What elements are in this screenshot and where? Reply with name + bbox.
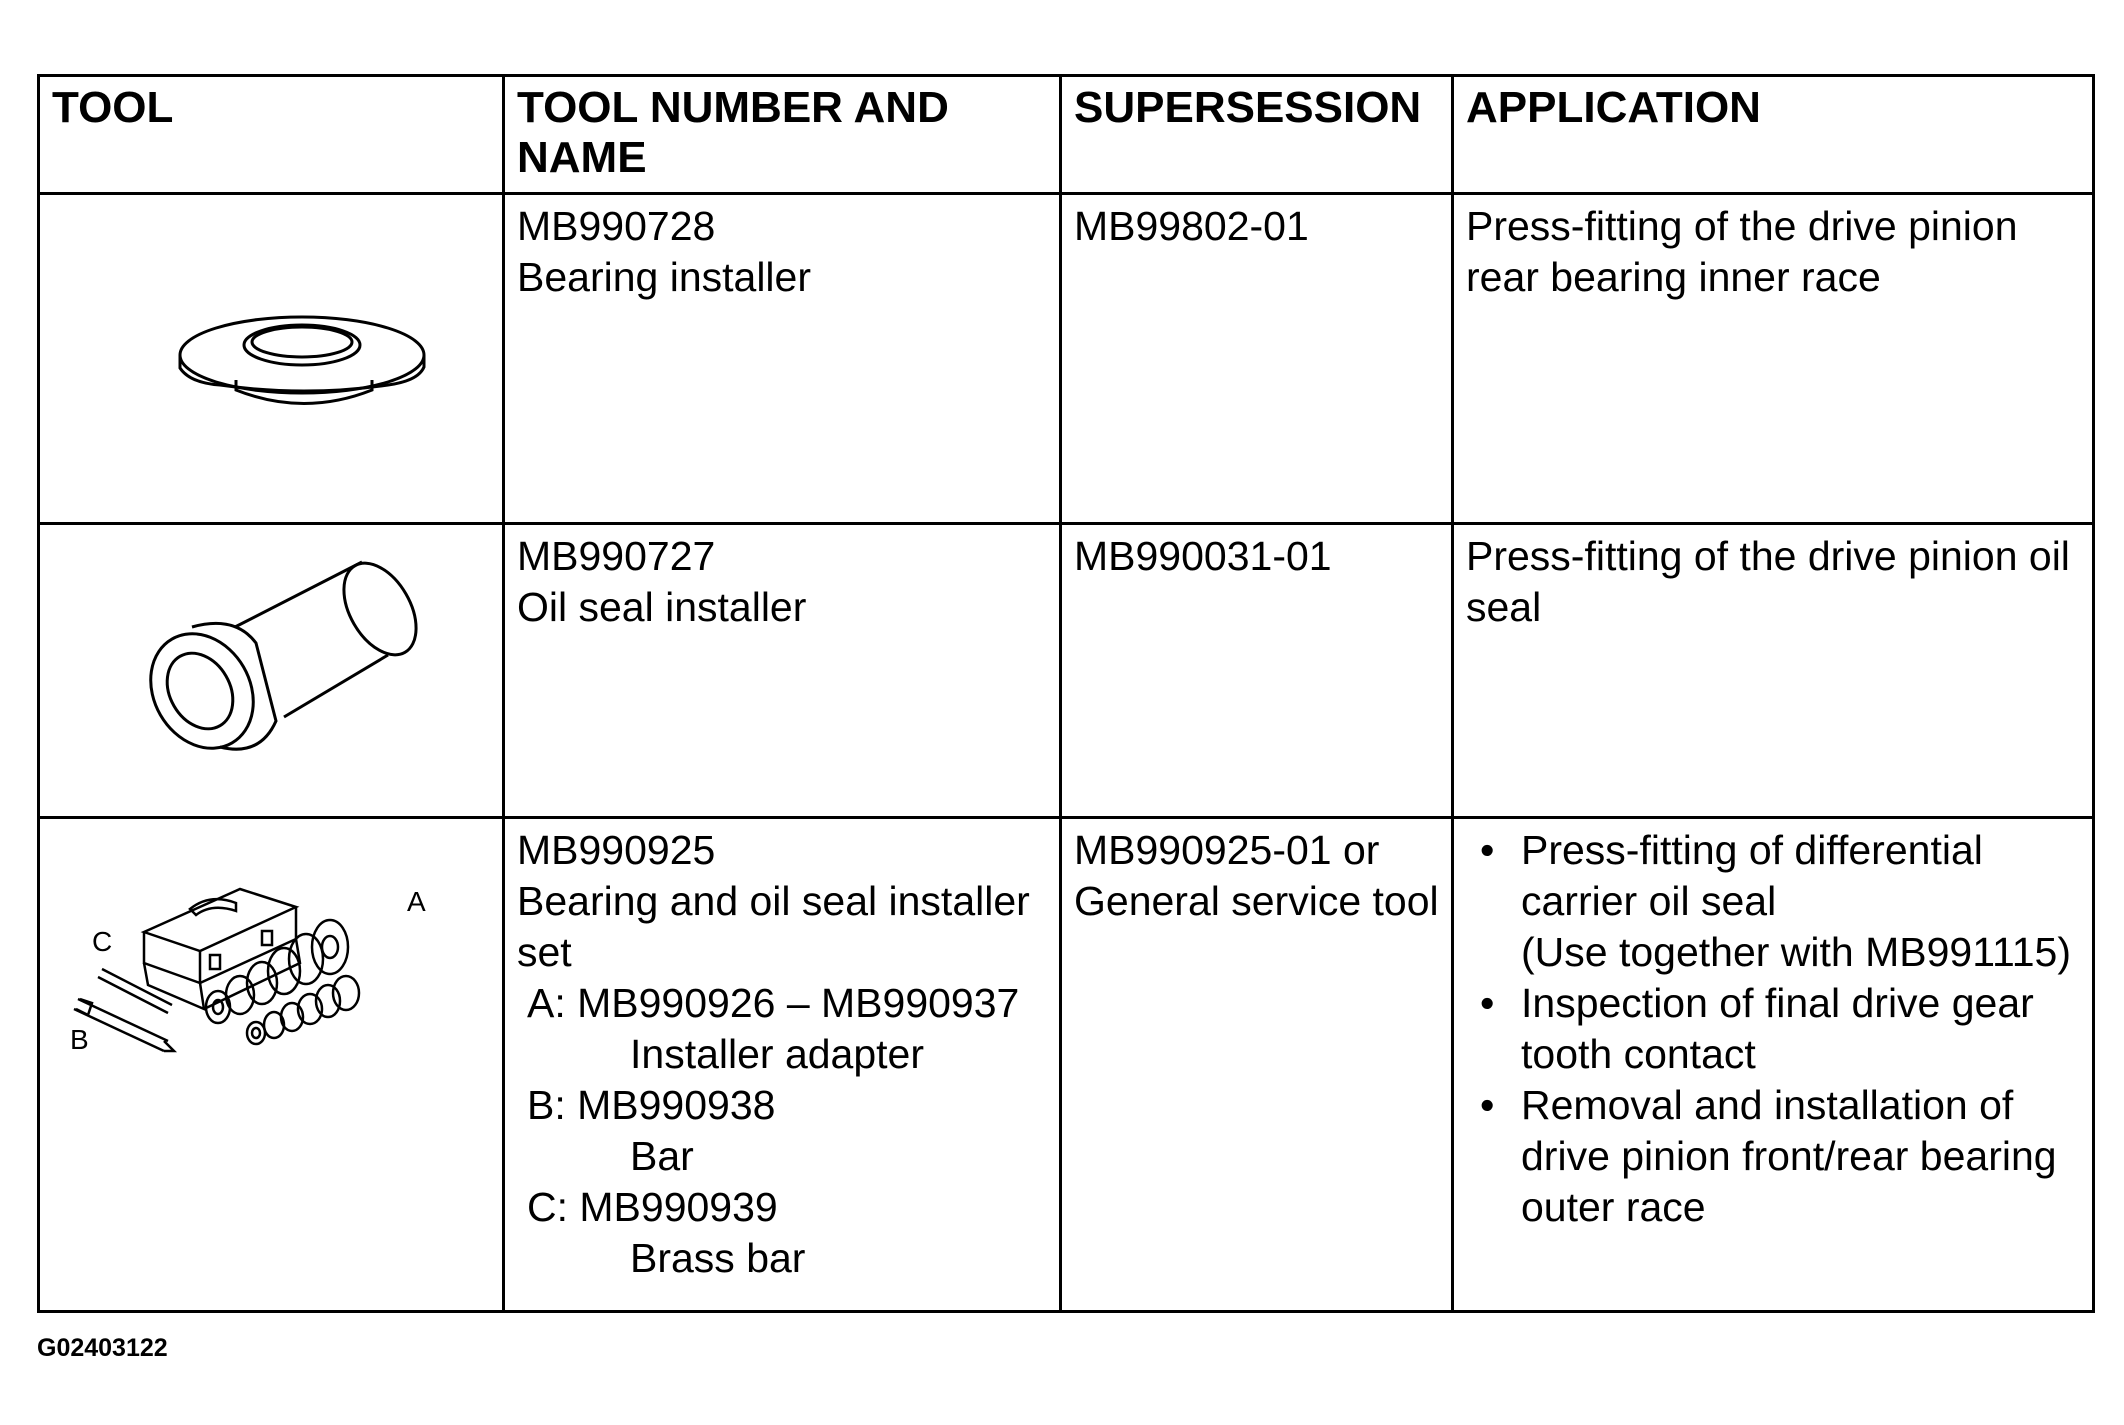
table-row <box>39 524 2094 818</box>
tool-number: MB990727 <box>517 533 716 579</box>
oil-seal-installer-drawing <box>40 525 502 816</box>
figure-reference-id: G02403122 <box>37 1334 168 1362</box>
header-row <box>39 76 2094 194</box>
bearing-installer-drawing <box>40 195 502 522</box>
bullet-icon: • <box>1480 827 1495 873</box>
table-row <box>39 818 2094 1312</box>
list-item <box>1466 978 2082 1080</box>
special-tools-table <box>37 74 2095 1313</box>
header-tool: TOOL <box>39 76 504 194</box>
sub-item-c-name: Brass bar <box>630 1235 806 1281</box>
sub-item-b-number: B: MB990938 <box>527 1082 776 1128</box>
table-row <box>39 194 2094 524</box>
tool-number-name-cell <box>504 524 1061 818</box>
tool-figure-cell <box>39 524 504 818</box>
tool-name: Oil seal installer <box>517 584 807 630</box>
tool-figure-cell <box>39 818 504 1312</box>
tool-name: Bearing installer <box>517 254 811 300</box>
label-b: B <box>70 1024 89 1055</box>
sub-item-a-number: A: MB990926 – MB990937 <box>527 980 1020 1026</box>
sub-item-a-name: Installer adapter <box>630 1031 925 1077</box>
supersession-cell: MB990031-01 <box>1061 524 1453 818</box>
installer-set-drawing <box>40 819 502 1310</box>
application-text: Inspection of final drive gear tooth contact <box>1521 980 2034 1077</box>
tool-number-name-cell <box>504 818 1061 1312</box>
supersession-cell: MB99802-01 <box>1061 194 1453 524</box>
application-text: Removal and installation of drive pinion front/rear bearing outer race <box>1521 1082 2057 1230</box>
label-c: C <box>92 926 113 957</box>
label-a: A <box>407 886 426 917</box>
list-item <box>1466 825 2082 978</box>
tool-number-name-cell <box>504 194 1061 524</box>
header-supersession: SUPERSESSION <box>1061 76 1453 194</box>
sub-item-c-number: C: MB990939 <box>527 1184 778 1230</box>
application-note: (Use together with MB991115) <box>1521 929 2071 975</box>
supersession-cell: MB990925-01 or General service tool <box>1061 818 1453 1312</box>
tool-name: Bearing and oil seal installer set <box>517 878 1030 975</box>
list-item <box>1466 1080 2082 1233</box>
sub-item-b-name: Bar <box>630 1133 694 1179</box>
tool-number: MB990728 <box>517 203 716 249</box>
header-tool-number-name: TOOL NUMBER AND NAME <box>504 76 1061 194</box>
bullet-icon: • <box>1480 980 1495 1026</box>
bullet-icon: • <box>1480 1082 1495 1128</box>
header-application: APPLICATION <box>1453 76 2094 194</box>
application-cell <box>1453 818 2094 1312</box>
application-cell: Press-fitting of the drive pinion rear bearing inner race <box>1453 194 2094 524</box>
application-cell: Press-fitting of the drive pinion oil seal <box>1453 524 2094 818</box>
application-text: Press-fitting of differential carrier oil seal <box>1521 827 1983 924</box>
tool-number: MB990925 <box>517 827 716 873</box>
application-list <box>1466 825 2082 1233</box>
tool-figure-cell <box>39 194 504 524</box>
